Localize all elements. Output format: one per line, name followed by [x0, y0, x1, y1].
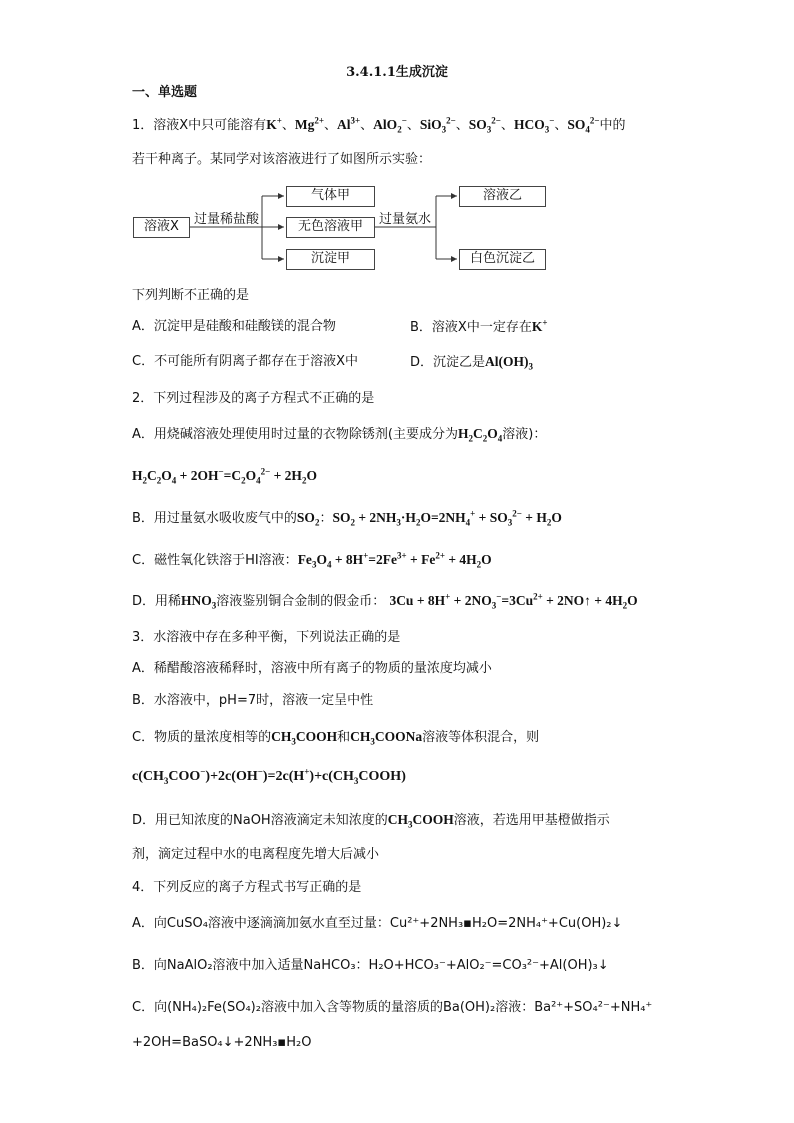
page-title: 3.4.1.1生成沉淀 [346, 65, 448, 80]
q3-option-c-equation: $c(CH_3COO^-)+2c(OH^-)=2c(H^+)+c(CH_3COOH)$ [132, 766, 406, 786]
q2-option-a: A．用烧碱溶液处理使用时过量的衣物除锈剂(主要成分为$H_2C_2O_4$溶液)： [132, 426, 547, 444]
q2-option-d: D．用稀$HNO_3$溶液鉴别铜合金制的假金币： $3Cu + 8H^+ + 2NO_3^-=3Cu^{2+}$ + 2NO↑ + $4H_2O$ [132, 591, 638, 611]
box-gas-a: 气体甲 [286, 186, 375, 207]
q4-option-a: A．向CuSO₄溶液中逐滴滴加氨水直至过量：Cu²⁺+2NH₃▪H₂O=2NH₄⁺+Cu(OH)₂↓ [132, 916, 623, 931]
box-colorless-solution-a: 无色溶液甲 [286, 217, 375, 238]
flow-diagram-lines [0, 0, 794, 300]
q1-option-d: D．沉淀乙是$Al(OH)_3$ [410, 354, 534, 372]
q3-option-d-continued: 剂，滴定过程中水的电离程度先增大后减小 [132, 847, 380, 862]
q3-option-a: A．稀醋酸溶液稀释时，溶液中所有离子的物质的量浓度均减小 [132, 661, 492, 676]
q1-option-a: A．沉淀甲是硅酸和硅酸镁的混合物 [132, 319, 336, 334]
q2-stem: 2．下列过程涉及的离子方程式不正确的是 [132, 391, 375, 406]
q1-option-b: B．溶液X中一定存在K+ [410, 317, 548, 335]
q3-stem: 3．水溶液中存在多种平衡，下列说法正确的是 [132, 630, 401, 645]
q3-option-c: C．物质的量浓度相等的$CH_3COOH$和$CH_3COONa$溶液等体积混合，则 [132, 729, 540, 747]
q4-option-b: B．向NaAlO₂溶液中加入适量NaHCO₃：H₂O+HCO₃⁻+AlO₂⁻=CO₃²⁻+Al(OH)₃↓ [132, 958, 609, 973]
q3-option-d: D．用已知浓度的NaOH溶液滴定未知浓度的$CH_3COOH$溶液，若选用甲基橙做指示 [132, 812, 610, 830]
q2-option-c: C．磁性氧化铁溶于HI溶液：$Fe_3O_4 + 8H^+=2Fe^{3+} + Fe^{2+} + 4H_2O$ [132, 550, 492, 570]
q2-option-a-equation: $H_2C_2O_4 + 2OH^-=C_2O_4^{2-} + 2H_2O$ [132, 466, 317, 486]
box-white-precipitate-b: 白色沉淀乙 [459, 249, 546, 270]
box-solution-b: 溶液乙 [459, 186, 546, 207]
box-precipitate-a: 沉淀甲 [286, 249, 375, 270]
q1-option-c: C．不可能所有阴离子都存在于溶液X中 [132, 354, 358, 369]
label-excess-ammonia: 过量氨水 [379, 212, 432, 227]
section-heading: 一、单选题 [132, 85, 198, 100]
q3-option-b: B．水溶液中，pH=7时，溶液一定呈中性 [132, 693, 374, 708]
q4-option-c-continued: +2OH=BaSO₄↓+2NH₃▪H₂O [132, 1035, 312, 1050]
q4-stem: 4．下列反应的离子方程式书写正确的是 [132, 880, 362, 895]
box-solution-x: 溶液X [133, 217, 190, 238]
q1-stem-line1: 1．溶液X中只可能溶有K+、$Mg^{2+}$、$Al^{3+}$、AlO$_2$−、SiO$_3^{2-}$、$SO_3^{2-}$、$HCO_3^-$、$SO_4^{2-}$中的 [132, 115, 626, 135]
q1-stem-line2: 若干种离子。某同学对该溶液进行了如图所示实验： [132, 152, 432, 167]
q4-option-c: C．向(NH₄)₂Fe(SO₄)₂溶液中加入含等物质的量溶质的Ba(OH)₂溶液：Ba²⁺+SO₄²⁻+NH₄⁺ [132, 1000, 653, 1015]
label-excess-hcl: 过量稀盐酸 [194, 212, 260, 227]
q1-question: 下列判断不正确的是 [132, 288, 250, 303]
q2-option-b: B．用过量氨水吸收废气中的$SO_2$：$SO_2 + 2NH_3\cdot H_2O=2NH_4^+ + SO_3^{2-} + H_2O$ [132, 508, 562, 528]
